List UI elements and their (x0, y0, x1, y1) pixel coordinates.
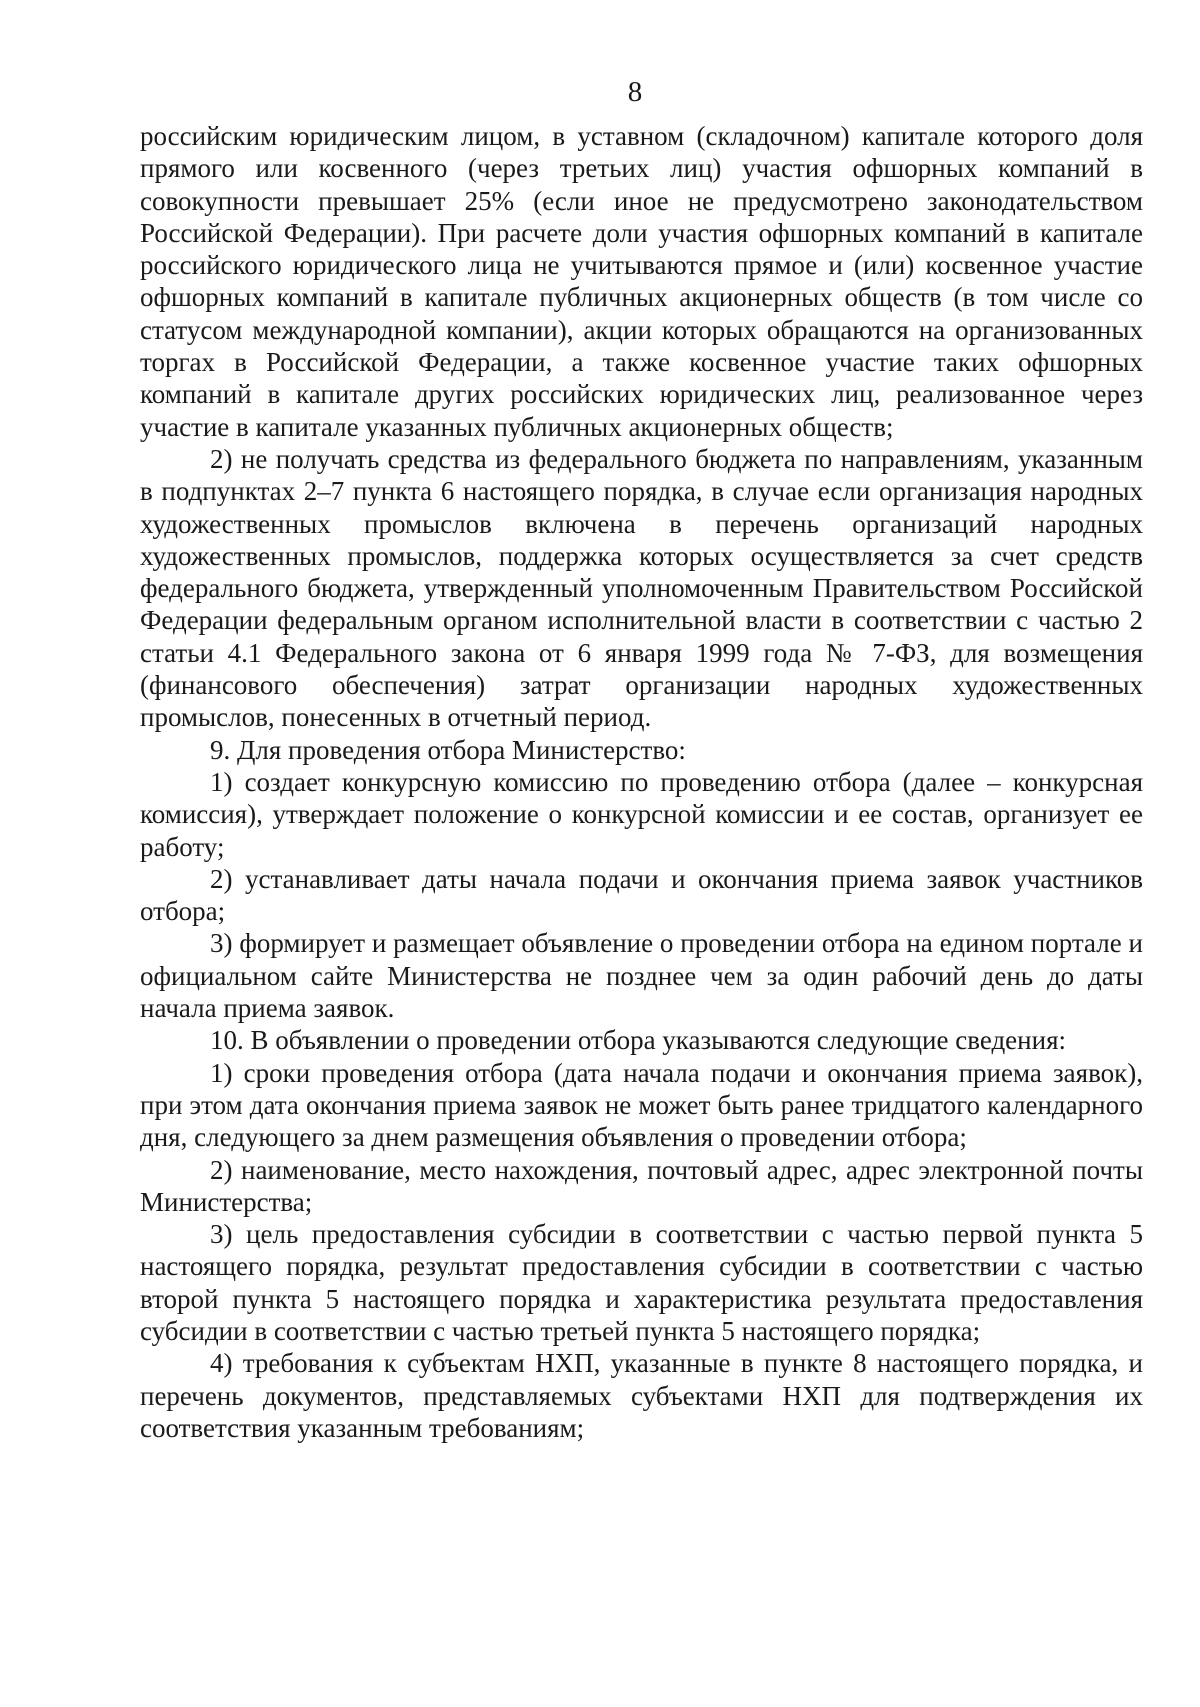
paragraph-section-10-item-1: 1) сроки проведения отбора (дата начала подачи и окончания приема заявок), при этом дата окончания приема заявок не может быть ранее тридцатого календарного дня, следующего за днем размещения объявления о проведении отбора; (140, 1057, 1143, 1153)
paragraph-section-9-heading: 9. Для проведения отбора Министерство: (210, 734, 686, 765)
page-number: 8 (627, 76, 643, 108)
paragraph-section-10-item-3: 3) цель предоставления субсидии в соответствии с частью первой пункта 5 настоящего порядка, результат предоставления субсидии в соответствии с частью второй пункта 5 настоящего порядка и характеристика результата предоставления субсидии в соответствии с частью третьей пункта 5 настоящего порядка; (140, 1219, 1143, 1346)
paragraph-section-10-heading: 10. В объявлении о проведении отбора указываются следующие сведения: (210, 1025, 1066, 1056)
document-body (140, 120, 1143, 1444)
paragraph-section-10-item-2: 2) наименование, место нахождения, почтовый адрес, адрес электронной почты Министерства; (140, 1154, 1143, 1217)
paragraph-section-9-item-2: 2) устанавливает даты начала подачи и окончания приема заявок участников отбора; (140, 863, 1143, 927)
paragraph-section-9-item-1: 1) создает конкурсную комиссию по проведению отбора (далее – конкурсная комиссия), утверждает положение о конкурсной комиссии и ее состав, организует ее работу; (140, 766, 1143, 862)
paragraph-section-9-item-3: 3) формирует и размещает объявление о проведении отбора на едином портале и официальном сайте Министерства не позднее чем за один рабочий день до даты начала приема заявок. (140, 928, 1143, 1024)
paragraph-offshore-conditions: российским юридическим лицом, в уставном (складочном) капитале которого доля прямого или косвенного (через третьих лиц) участия офшорных компаний в совокупности превышает 25% (если иное не предусмотрено законодательством Российской Федерации). При расчете доли участия офшорных компаний в капитале российского юридического лица не учитываются прямое и (или) косвенное участие офшорных компаний в капитале публичных акционерных обществ (в том числе со статусом международной компании), акции которых обращаются на организованных торгах в Российской Федерации, а также косвенное участие таких офшорных компаний в капитале других российских юридических лиц, реализованное через участие в капитале указанных публичных акционерных обществ; (140, 121, 1143, 442)
paragraph-section-10-item-4: 4) требования к субъектам НХП, указанные в пункте 8 настоящего порядка, и перечень документов, представляемых субъектами НХП для подтверждения их соответствия указанным требованиям; (140, 1348, 1143, 1443)
paragraph-item-2-federal-budget: 2) не получать средства из федерального бюджета по направлениям, указанным в подпунктах 2–7 пункта 6 настоящего порядка, в случае если организация народных художественных промыслов включена в перечень организаций народных художественных промыслов, поддержка которых осуществляется за счет средств федерального бюджета, утвержденный уполномоченным Правительством Российской Федерации федеральным органом исполнительной власти в соответствии с частью 2 статьи 4.1 Федерального закона от 6 января 1999 года № 7-ФЗ, для возмещения (финансового обеспечения) затрат организации народных художественных промыслов, понесенных в отчетный период. (140, 443, 1143, 733)
